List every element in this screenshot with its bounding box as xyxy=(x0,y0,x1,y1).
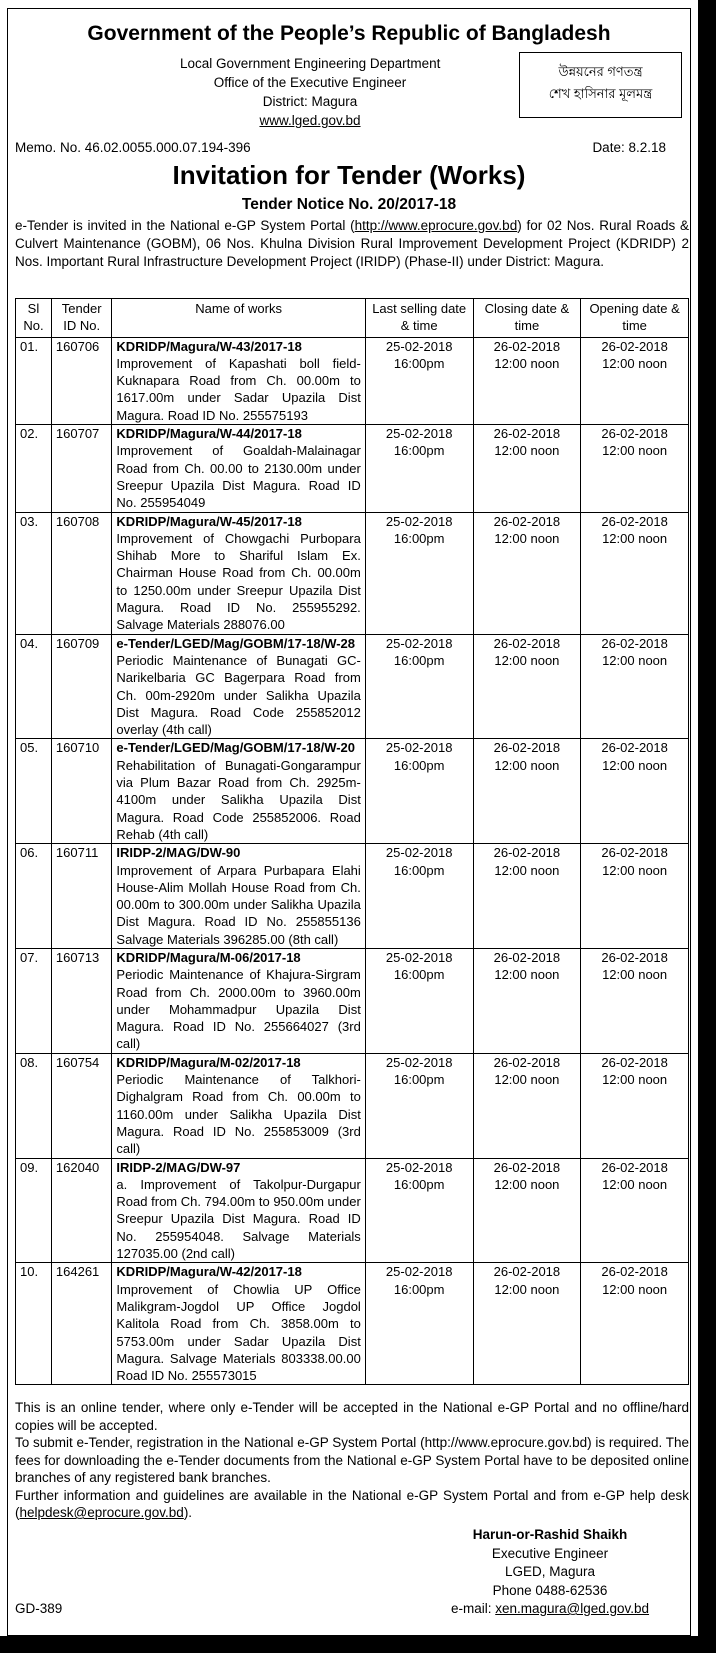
cell-tender-id: 160710 xyxy=(51,739,112,844)
work-code: IRIDP-2/MAG/DW-90 xyxy=(116,845,241,861)
cell-opening: 26-02-2018 12:00 noon xyxy=(581,634,689,739)
table-row xyxy=(16,634,689,739)
cell-sl: 07. xyxy=(16,948,52,1053)
table-row xyxy=(16,1263,689,1385)
cell-last-selling: 25-02-2018 16:00pm xyxy=(365,1158,473,1263)
cell-closing: 26-02-2018 12:00 noon xyxy=(473,948,581,1053)
work-description: Improvement of Arpara Purbapara Elahi House-Alim Mollah House Road from Ch. 00.00m to 300.00m under Salikha Upazila Dist Magura. Road ID No. 255855136 Salvage Materials 396285.00 (8th call) xyxy=(116,862,361,947)
cell-last-selling: 25-02-2018 16:00pm xyxy=(365,739,473,844)
footer-text: ). xyxy=(183,1505,193,1520)
col-header-name-of-works: Name of works xyxy=(112,299,365,338)
table-row xyxy=(16,512,689,634)
cell-last-selling: 25-02-2018 16:00pm xyxy=(365,634,473,739)
scan-edge-right xyxy=(698,0,716,1653)
table-header-row xyxy=(16,299,689,338)
office-line: Local Government Engineering Department xyxy=(180,56,441,71)
office-block xyxy=(180,54,440,130)
page-title: Invitation for Tender (Works) xyxy=(172,160,526,190)
slogan-line: উন্নয়নের গণতন্ত্র xyxy=(558,64,643,79)
cell-opening: 26-02-2018 12:00 noon xyxy=(581,1263,689,1385)
work-code: KDRIDP/Magura/W-43/2017-18 xyxy=(116,338,302,354)
work-code: KDRIDP/Magura/M-02/2017-18 xyxy=(116,1054,301,1070)
office-line: Office of the Executive Engineer xyxy=(213,75,407,90)
cell-last-selling: 25-02-2018 16:00pm xyxy=(365,425,473,512)
work-description: Improvement of Goaldah-Malainagar Road from Ch. 00.00 to 2130.00m under Sreepur Upazila Dist Magura. Road ID No. 255954049 xyxy=(116,443,361,511)
cell-name-of-works xyxy=(112,512,365,634)
footer-text: Further information and guidelines are available in the National e-GP System Portal and from e-GP help desk ( xyxy=(15,1487,689,1520)
work-code: e-Tender/LGED/Mag/GOBM/17-18/W-20 xyxy=(116,740,356,756)
table-row xyxy=(16,337,689,424)
footer-paragraph: This is an online tender, where only e-Tender will be accepted in the National e-GP Portal and no offline/hard copies will be accepted. xyxy=(15,1400,689,1433)
cell-name-of-works xyxy=(112,948,365,1053)
cell-sl: 09. xyxy=(16,1158,52,1263)
cell-closing: 26-02-2018 12:00 noon xyxy=(473,512,581,634)
tender-table xyxy=(15,298,689,1385)
work-description: Improvement of Chowlia UP Office Malikgram-Jogdol UP Office Jogdol Kalitola Road from Ch. 3858.00m to 5753.00m under Sadar Upazila Dist Magura. Salvage Materials 803338.00.00 Road ID No. 255573015 xyxy=(116,1281,361,1384)
cell-tender-id: 160754 xyxy=(51,1053,112,1158)
cell-closing: 26-02-2018 12:00 noon xyxy=(473,1053,581,1158)
col-header-tender-id: Tender ID No. xyxy=(51,299,112,338)
table-row xyxy=(16,739,689,844)
intro-text: ) for 02 Nos. Rural Roads & Culvert Maintenance (GOBM), 06 Nos. Khulna Division Rural Improvement Development Project (KDRIDP) 2 Nos. Important Rural Infrastructure Development Project (IRIDP) (Phase-II) under District: Magura. xyxy=(15,218,689,269)
notice-number: Tender Notice No. 20/2017-18 xyxy=(241,196,457,213)
col-header-closing: Closing date & time xyxy=(473,299,581,338)
reference-number: GD-389 xyxy=(15,1601,63,1616)
cell-tender-id: 160711 xyxy=(51,844,112,949)
cell-name-of-works xyxy=(112,844,365,949)
footer-paragraph: To submit e-Tender, registration in the National e-GP System Portal (http://www.eprocure.gov.bd) is required. The fees for downloading the e-Tender documents from the National e-GP System Portal have to be deposited online branches of any registered bank branches. xyxy=(15,1435,689,1485)
work-code: e-Tender/LGED/Mag/GOBM/17-18/W-28 xyxy=(116,635,356,651)
website-link[interactable]: www.lged.gov.bd xyxy=(259,113,361,128)
cell-name-of-works xyxy=(112,1053,365,1158)
cell-sl: 04. xyxy=(16,634,52,739)
signatory-email-line xyxy=(430,1600,670,1619)
tender-table-body xyxy=(16,337,689,1385)
signatory-phone: Phone 0488-62536 xyxy=(492,1582,608,1598)
government-title: Government of the People’s Republic of Bangladesh xyxy=(87,22,611,45)
cell-tender-id: 160713 xyxy=(51,948,112,1053)
office-line: District: Magura xyxy=(262,94,358,109)
cell-name-of-works xyxy=(112,634,365,739)
cell-name-of-works xyxy=(112,1263,365,1385)
intro-text: e-Tender is invited in the National e-GP System Portal ( xyxy=(15,218,355,233)
cell-opening: 26-02-2018 12:00 noon xyxy=(581,1053,689,1158)
work-description: Improvement of Kapashati boll field-Kuknapara Road from Ch. 00.00m to 1617.00m under Sadar Upazila Dist Magura. Road ID No. 255575193 xyxy=(116,355,361,423)
table-row xyxy=(16,1158,689,1263)
cell-last-selling: 25-02-2018 16:00pm xyxy=(365,1263,473,1385)
table-row xyxy=(16,1053,689,1158)
memo-date: Date: 8.2.18 xyxy=(592,140,666,155)
cell-sl: 01. xyxy=(16,337,52,424)
cell-last-selling: 25-02-2018 16:00pm xyxy=(365,948,473,1053)
signature-block xyxy=(430,1526,670,1619)
signatory-org: LGED, Magura xyxy=(504,1564,596,1579)
cell-closing: 26-02-2018 12:00 noon xyxy=(473,337,581,424)
cell-opening: 26-02-2018 12:00 noon xyxy=(581,425,689,512)
cell-tender-id: 160706 xyxy=(51,337,112,424)
work-code: KDRIDP/Magura/W-45/2017-18 xyxy=(116,513,302,529)
cell-last-selling: 25-02-2018 16:00pm xyxy=(365,337,473,424)
cell-closing: 26-02-2018 12:00 noon xyxy=(473,1158,581,1263)
work-description: a. Improvement of Takolpur-Durgapur Road from Ch. 794.00m to 950.00m under Sreepur Upazila Dist Magura. Road ID No. 255954048. Salvage Materials 127035.00 (2nd call) xyxy=(116,1176,361,1262)
work-description: Periodic Maintenance of Talkhori-Dighalgram Road from Ch. 00.00m to 1160.00m under Salikha Upazila Dist Magura. Road ID No. 255853009 (3rd call) xyxy=(116,1072,361,1157)
col-header-sl: Sl No. xyxy=(16,299,52,338)
cell-sl: 03. xyxy=(16,512,52,634)
cell-last-selling: 25-02-2018 16:00pm xyxy=(365,844,473,949)
footer-paragraph xyxy=(15,1487,689,1522)
col-header-opening: Opening date & time xyxy=(581,299,689,338)
work-description: Periodic Maintenance of Khajura-Sirgram Road from Ch. 2000.00m to 3960.00m under Mohammadpur Upazila Dist Magura. Road ID No. 255664027 (3rd call) xyxy=(116,967,361,1052)
helpdesk-email-link[interactable]: helpdesk@eprocure.gov.bd xyxy=(19,1505,184,1520)
table-row xyxy=(16,425,689,512)
cell-name-of-works xyxy=(112,1158,365,1263)
cell-tender-id: 162040 xyxy=(51,1158,112,1263)
work-description: Periodic Maintenance of Bunagati GC-Narikelbaria GC Bagerpara Road from Ch. 00m-2920m under Salikha Upazila Dist Magura. Road Code 255852012 overlay (4th call) xyxy=(116,652,361,738)
cell-closing: 26-02-2018 12:00 noon xyxy=(473,1263,581,1385)
table-row xyxy=(16,948,689,1053)
cell-name-of-works xyxy=(112,739,365,844)
footer-notes xyxy=(15,1399,689,1522)
cell-name-of-works xyxy=(112,337,365,424)
cell-name-of-works xyxy=(112,425,365,512)
table-row xyxy=(16,844,689,949)
work-code: IRIDP-2/MAG/DW-97 xyxy=(116,1159,241,1175)
cell-sl: 08. xyxy=(16,1053,52,1158)
cell-opening: 26-02-2018 12:00 noon xyxy=(581,1158,689,1263)
cell-closing: 26-02-2018 12:00 noon xyxy=(473,844,581,949)
cell-tender-id: 160708 xyxy=(51,512,112,634)
work-code: KDRIDP/Magura/W-42/2017-18 xyxy=(116,1264,302,1280)
cell-sl: 06. xyxy=(16,844,52,949)
slogan-box xyxy=(519,52,682,118)
cell-closing: 26-02-2018 12:00 noon xyxy=(473,739,581,844)
cell-opening: 26-02-2018 12:00 noon xyxy=(581,337,689,424)
cell-closing: 26-02-2018 12:00 noon xyxy=(473,425,581,512)
cell-tender-id: 160707 xyxy=(51,425,112,512)
slogan-line: শেখ হাসিনার মূলমন্ত্র xyxy=(548,86,653,101)
work-code: KDRIDP/Magura/M-06/2017-18 xyxy=(116,949,301,965)
cell-opening: 26-02-2018 12:00 noon xyxy=(581,844,689,949)
portal-link[interactable]: http://www.eprocure.gov.bd xyxy=(354,218,518,233)
signatory-email-link[interactable]: xen.magura@lged.gov.bd xyxy=(495,1601,650,1616)
cell-sl: 05. xyxy=(16,739,52,844)
cell-sl: 02. xyxy=(16,425,52,512)
cell-last-selling: 25-02-2018 16:00pm xyxy=(365,1053,473,1158)
email-label: e-mail: xyxy=(450,1601,496,1616)
cell-opening: 26-02-2018 12:00 noon xyxy=(581,948,689,1053)
work-description: Rehabilitation of Bunagati-Gongarampur via Plum Bazar Road from Ch. 2925m-4100m under Salikha Upazila Dist Magura. Road Code 255852006. Road Rehab (4th call) xyxy=(116,757,361,842)
scan-edge-bottom xyxy=(0,1636,716,1653)
col-header-last-selling: Last selling date & time xyxy=(365,299,473,338)
signatory-designation: Executive Engineer xyxy=(491,1545,609,1561)
intro-paragraph xyxy=(15,217,689,271)
work-description: Improvement of Chowgachi Purbopara Shihab More to Shariful Islam Ex. Chairman House Road from Ch. 00.00m to 1250.00m under Sreepur Upazila Dist Magura. Road ID No. 255955292. Salvage Materials 288076.00 xyxy=(116,530,361,633)
cell-opening: 26-02-2018 12:00 noon xyxy=(581,739,689,844)
cell-last-selling: 25-02-2018 16:00pm xyxy=(365,512,473,634)
cell-tender-id: 164261 xyxy=(51,1263,112,1385)
memo-number: Memo. No. 46.02.0055.000.07.194-396 xyxy=(15,140,251,155)
cell-tender-id: 160709 xyxy=(51,634,112,739)
cell-closing: 26-02-2018 12:00 noon xyxy=(473,634,581,739)
signatory-name: Harun-or-Rashid Shaikh xyxy=(472,1527,628,1542)
cell-opening: 26-02-2018 12:00 noon xyxy=(581,512,689,634)
work-code: KDRIDP/Magura/W-44/2017-18 xyxy=(116,426,302,442)
cell-sl: 10. xyxy=(16,1263,52,1385)
